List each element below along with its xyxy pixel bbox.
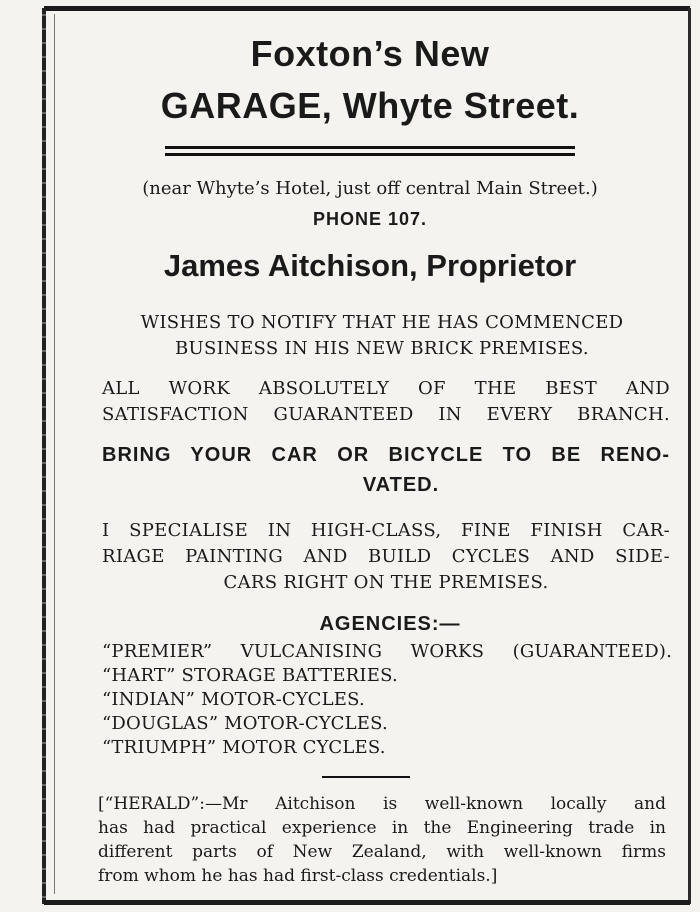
herald-note-line: from whom he has had first-class credentials.]: [98, 866, 498, 886]
ad-title-line2: GARAGE, Whyte Street.: [160, 85, 580, 126]
agency-item: “DOUGLAS” MOTOR-CYCLES.: [102, 713, 388, 734]
herald-note-line: different parts of New Zealand, with well-known firms: [98, 842, 666, 862]
bring-block: [60, 440, 680, 500]
specialise-line: RIAGE PAINTING AND BUILD CYCLES AND SIDE-: [102, 546, 670, 567]
specialise-line: I SPECIALISE IN HIGH-CLASS, FINE FINISH CAR-: [102, 520, 670, 541]
agencies-list: [60, 640, 680, 760]
notice-line: BUSINESS IN HIS NEW BRICK PREMISES.: [175, 338, 589, 359]
herald-note: [60, 792, 680, 888]
quality-line: SATISFACTION GUARANTEED IN EVERY BRANCH.: [102, 404, 670, 425]
inner-left-rule: [54, 14, 55, 894]
double-rule: [165, 146, 575, 156]
specialise-line: CARS RIGHT ON THE PREMISES.: [223, 572, 549, 593]
agency-item: “TRIUMPH” MOTOR CYCLES.: [102, 737, 386, 758]
phone-line: PHONE 107.: [312, 209, 428, 229]
herald-note-line: [“HERALD”:—Mr Aitchison is well-known locally and: [98, 794, 666, 814]
right-border: [688, 8, 691, 904]
short-rule: [322, 776, 410, 778]
quality-line: ALL WORK ABSOLUTELY OF THE BEST AND: [102, 378, 670, 399]
ad-content: [60, 14, 680, 888]
agencies-heading: AGENCIES:—: [319, 613, 461, 635]
agency-item: “HART” STORAGE BATTERIES.: [102, 665, 398, 686]
left-border: [42, 8, 46, 904]
proprietor-line: James Aitchison, Proprietor: [163, 248, 577, 283]
agency-item: “INDIAN” MOTOR-CYCLES.: [102, 689, 365, 710]
bring-line: VATED.: [362, 474, 440, 496]
location-line: (near Whyte’s Hotel, just off central Main Street.): [142, 178, 598, 199]
notice-block: [60, 310, 680, 362]
notice-line: WISHES TO NOTIFY THAT HE HAS COMMENCED: [140, 312, 624, 333]
ad-title-line1: Foxton’s New: [250, 33, 490, 74]
agency-item: “PREMIER” VULCANISING WORKS (GUARANTEED).: [102, 641, 672, 662]
specialise-block: [60, 518, 680, 596]
quality-block: [60, 376, 680, 428]
herald-note-line: has had practical experience in the Engineering trade in: [98, 818, 666, 838]
bring-line: BRING YOUR CAR OR BICYCLE TO BE RENO-: [102, 444, 670, 466]
bottom-border: [44, 900, 690, 905]
top-border: [44, 6, 690, 11]
